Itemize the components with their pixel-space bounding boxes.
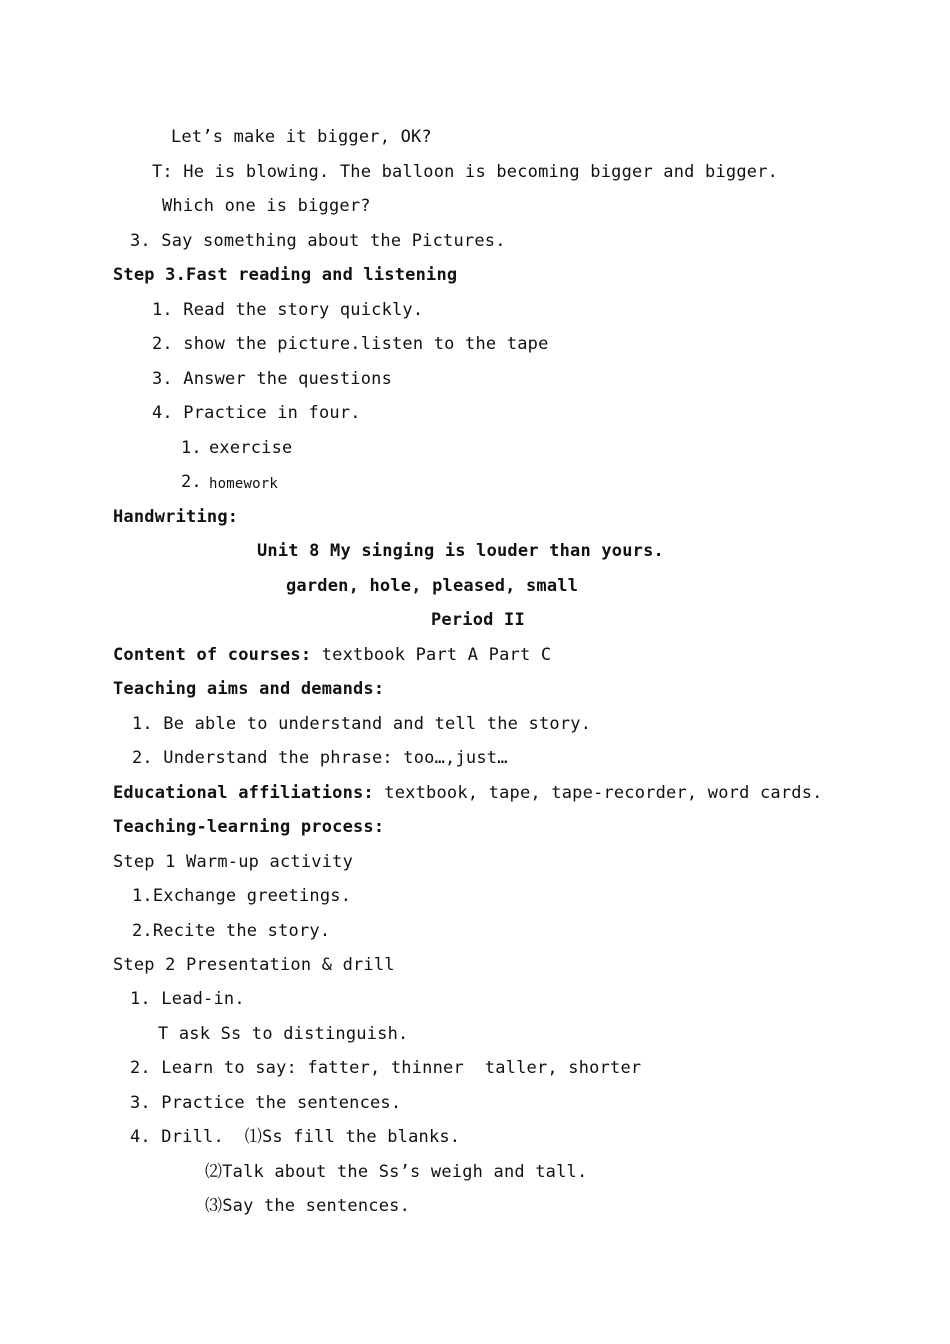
text-line: T ask Ss to distinguish. xyxy=(158,1024,409,1044)
list-item: exercise xyxy=(209,438,293,458)
text-line: T: He is blowing. The balloon is becoming bigger and bigger. xyxy=(152,162,779,182)
text-line: Which one is bigger? xyxy=(162,196,371,216)
list-item: 3. Say something about the Pictures. xyxy=(130,231,506,251)
handwriting-words: garden, hole, pleased, small xyxy=(286,576,579,596)
handwriting-label: Handwriting: xyxy=(113,507,239,527)
list-item-number: 1. xyxy=(181,438,202,458)
affil-value: textbook, tape, tape-recorder, word cards. xyxy=(373,783,823,803)
handwriting-title: Unit 8 My singing is louder than yours. xyxy=(257,541,664,561)
list-item: 1. Lead-in. xyxy=(130,989,245,1009)
list-item: 2.Recite the story. xyxy=(132,921,331,941)
step3-heading: Step 3.Fast reading and listening xyxy=(113,265,458,285)
step-heading: Step 2 Presentation & drill xyxy=(113,955,395,975)
list-item: 4. Drill. ⑴Ss fill the blanks. xyxy=(130,1127,461,1147)
educational-affiliations xyxy=(113,783,823,803)
aims-heading: Teaching aims and demands: xyxy=(113,679,385,699)
list-item: homework xyxy=(209,476,279,492)
list-item-number: 2. xyxy=(181,472,202,492)
list-item: 4. Practice in four. xyxy=(152,403,361,423)
affil-label: Educational affiliations: xyxy=(113,783,374,803)
list-item: 1.Exchange greetings. xyxy=(132,886,352,906)
period-title: Period II xyxy=(431,610,525,630)
content-of-courses xyxy=(113,645,551,665)
text-line: Let’s make it bigger, OK? xyxy=(171,127,432,147)
step-heading: Step 1 Warm-up activity xyxy=(113,852,354,872)
list-item: 1. Read the story quickly. xyxy=(152,300,424,320)
list-item: 3. Practice the sentences. xyxy=(130,1093,402,1113)
list-item: 2. Understand the phrase: too…,just… xyxy=(132,748,508,768)
list-item: 2. show the picture.listen to the tape xyxy=(152,334,549,354)
text-line: ⑵Talk about the Ss’s weigh and tall. xyxy=(205,1162,588,1182)
list-item: 3. Answer the questions xyxy=(152,369,393,389)
list-item: 1. Be able to understand and tell the story. xyxy=(132,714,592,734)
process-heading: Teaching-learning process: xyxy=(113,817,385,837)
text-line: ⑶Say the sentences. xyxy=(205,1196,411,1216)
content-value: textbook Part A Part C xyxy=(311,645,552,665)
content-label: Content of courses: xyxy=(113,645,312,665)
list-item: 2. Learn to say: fatter, thinner taller, shorter xyxy=(130,1058,642,1078)
